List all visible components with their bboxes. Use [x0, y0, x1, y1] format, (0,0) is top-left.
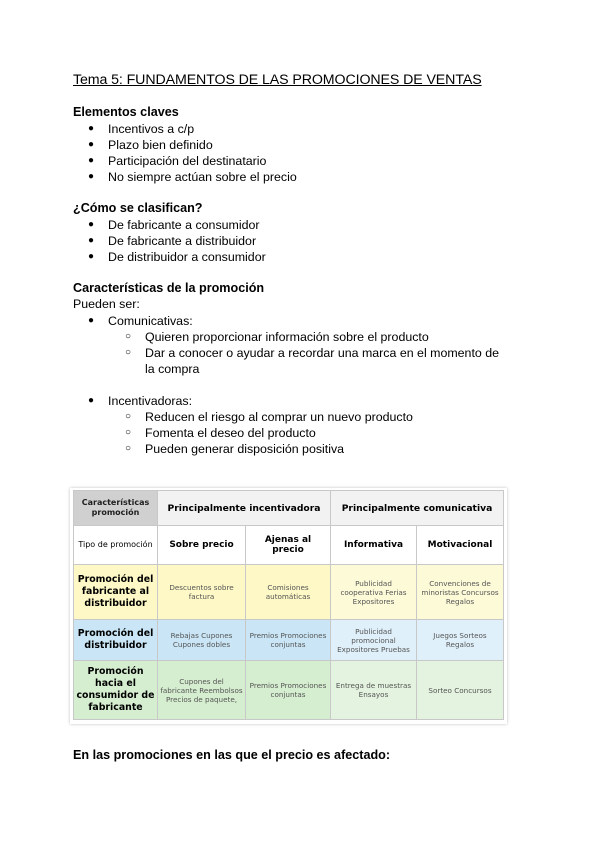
bullet-icon: ●	[88, 219, 95, 230]
list-item: ● De fabricante a consumidor	[88, 218, 260, 232]
group-header-comunicativa: Principalmente comunicativa	[331, 491, 504, 526]
column-header: Sobre precio	[158, 526, 246, 565]
bullet-icon: ●	[88, 315, 95, 326]
table-cell: Publicidad cooperativa Ferias Expositores	[331, 565, 417, 620]
table-cell: Juegos Sorteos Regalos	[417, 620, 504, 661]
table-row	[74, 565, 504, 620]
sub-list-item: ○ Reducen el riesgo al comprar un nuevo producto	[125, 410, 413, 424]
group-header-incentivadora: Principalmente incentivadora	[158, 491, 331, 526]
list-item: ● No siempre actúan sobre el precio	[88, 170, 297, 184]
table-corner-caracteristicas: Características promoción	[74, 491, 158, 526]
heading-caracteristicas: Características de la promoción	[73, 281, 265, 295]
column-header: Motivacional	[417, 526, 504, 565]
bullet-icon: ●	[88, 395, 95, 406]
circle-bullet-icon: ○	[125, 411, 132, 422]
circle-bullet-icon: ○	[125, 427, 132, 438]
sub-list-item: ○ Dar a conocer o ayudar a recordar una marca en el momento de la compra	[125, 346, 500, 376]
bullet-icon: ●	[88, 171, 95, 182]
heading-precio-afectado: En las promociones en las que el precio es afectado:	[73, 748, 391, 762]
bullet-icon: ●	[88, 235, 95, 246]
table-corner-tipo: Tipo de promoción	[74, 526, 158, 565]
bullet-icon: ●	[88, 123, 95, 134]
intro-text: Pueden ser:	[73, 297, 140, 311]
table-cell: Premios Promociones conjuntas	[246, 661, 331, 720]
sub-list-item: ○ Fomenta el deseo del producto	[125, 426, 316, 440]
column-header: Informativa	[331, 526, 417, 565]
table-cell: Convenciones de minoristas Concursos Regalos	[417, 565, 504, 620]
table-cell: Publicidad promocional Expositores Pruebas	[331, 620, 417, 661]
table-cell: Entrega de muestras Ensayos	[331, 661, 417, 720]
table-cell: Sorteo Concursos	[417, 661, 504, 720]
column-header: Ajenas al precio	[246, 526, 331, 565]
list-item: ● De distribuidor a consumidor	[88, 250, 266, 264]
row-header: Promoción hacia el consumidor de fabricante	[74, 661, 158, 720]
table-cell: Comisiones automáticas	[246, 565, 331, 620]
promotion-table	[73, 490, 504, 720]
row-header: Promoción del distribuidor	[74, 620, 158, 661]
table-row	[74, 620, 504, 661]
bullet-icon: ●	[88, 155, 95, 166]
list-item: ● De fabricante a distribuidor	[88, 234, 257, 248]
table-cell: Premios Promociones conjuntas	[246, 620, 331, 661]
list-item: ● Plazo bien definido	[88, 138, 213, 152]
list-item: ● Incentivos a c/p	[88, 122, 195, 136]
bullet-icon: ●	[88, 251, 95, 262]
circle-bullet-icon: ○	[125, 331, 132, 342]
sub-list-item: ○ Pueden generar disposición positiva	[125, 442, 345, 456]
bullet-icon: ●	[88, 139, 95, 150]
sub-list-item: ○ Quieren proporcionar información sobre el producto	[125, 330, 429, 344]
list-item: ● Participación del destinatario	[88, 154, 267, 168]
circle-bullet-icon: ○	[125, 443, 132, 454]
circle-bullet-icon: ○	[125, 347, 132, 358]
heading-como-se-clasifican: ¿Cómo se clasifican?	[73, 201, 203, 215]
table-row	[74, 661, 504, 720]
list-item: ● Comunicativas:	[88, 314, 193, 328]
table-cell: Rebajas Cupones Cupones dobles	[158, 620, 246, 661]
table-cell: Descuentos sobre factura	[158, 565, 246, 620]
table-cell: Cupones del fabricante Reembolsos Precios de paquete,	[158, 661, 246, 720]
list-item: ● Incentivadoras:	[88, 394, 193, 408]
row-header: Promoción del fabricante al distribuidor	[74, 565, 158, 620]
heading-elementos-claves: Elementos claves	[73, 105, 179, 119]
document-title: Tema 5: FUNDAMENTOS DE LAS PROMOCIONES DE VENTAS	[73, 72, 482, 88]
